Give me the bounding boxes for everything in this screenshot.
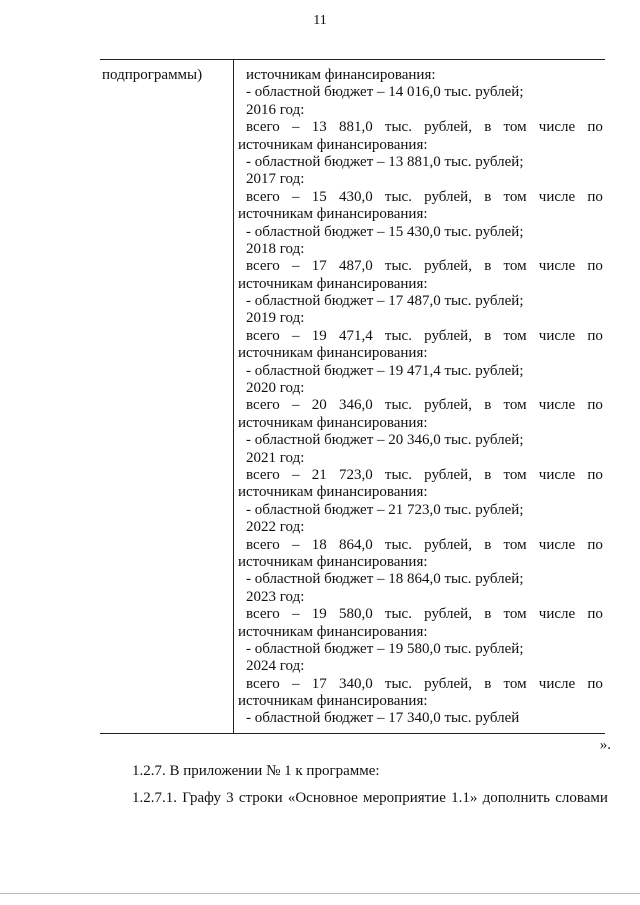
word: том [503, 675, 527, 692]
funding-total-line [238, 258, 603, 275]
funding-text-line: - областной бюджет – 13 881,0 тыс. рублей; [246, 153, 524, 170]
word: – [292, 397, 300, 414]
word: по [587, 536, 603, 553]
word: всего [246, 258, 280, 275]
word: тыс. [384, 466, 412, 483]
word: «Основное [287, 790, 358, 806]
word: 18 [311, 536, 327, 553]
word: рублей, [424, 258, 472, 275]
word: 21 [311, 466, 327, 483]
funding-total-line [238, 189, 603, 206]
word: тыс. [384, 675, 412, 692]
word: тыс. [384, 258, 412, 275]
funding-text-line: источникам финансирования: [238, 693, 428, 710]
word: в [484, 606, 492, 623]
word: рублей, [424, 466, 472, 483]
word: том [503, 466, 527, 483]
word: тыс. [384, 119, 412, 136]
word: 17 [311, 675, 327, 692]
funding-total-line [238, 467, 603, 484]
word: в [484, 327, 492, 344]
word: 430,0 [338, 188, 373, 205]
page-bottom-rule [0, 893, 640, 894]
word: – [292, 327, 300, 344]
funding-text-line: 2019 год: [246, 310, 305, 327]
funding-total-line [238, 537, 603, 554]
funding-text-line: 2016 год: [246, 101, 305, 118]
word: – [292, 258, 300, 275]
word: тыс. [384, 327, 412, 344]
funding-text-line: 2020 год: [246, 380, 305, 397]
word: – [292, 466, 300, 483]
word: в [484, 675, 492, 692]
word: по [587, 188, 603, 205]
funding-text-line: источникам финансирования: [238, 484, 428, 501]
funding-text-line: источникам финансирования: [238, 136, 428, 153]
word: 346,0 [338, 397, 373, 414]
word: числе [538, 327, 576, 344]
word: Графу [182, 790, 221, 806]
funding-text-line: источникам финансирования: [238, 275, 428, 292]
funding-text-line: 2022 год: [246, 519, 305, 536]
word: 580,0 [338, 606, 373, 623]
word: 13 [311, 119, 327, 136]
word: – [292, 188, 300, 205]
word: 471,4 [338, 327, 373, 344]
word: – [292, 119, 300, 136]
word: по [587, 466, 603, 483]
word: 15 [311, 188, 327, 205]
left-cell-text: подпрограммы) [102, 67, 203, 83]
word: по [587, 675, 603, 692]
word: числе [538, 258, 576, 275]
word: тыс. [384, 606, 412, 623]
word: числе [538, 536, 576, 553]
word: 19 [311, 606, 327, 623]
word: рублей, [424, 675, 472, 692]
word: словами [555, 790, 608, 806]
funding-text-line: - областной бюджет – 17 340,0 тыс. рублей [246, 710, 520, 727]
word: 864,0 [338, 536, 373, 553]
word: 340,0 [338, 675, 373, 692]
word: в [484, 397, 492, 414]
word: всего [246, 466, 280, 483]
funding-text-line: - областной бюджет – 18 864,0 тыс. рублей; [246, 571, 524, 588]
paragraph-1-2-7: 1.2.7. В приложении № 1 к программе: [132, 763, 380, 779]
page-number: 11 [313, 13, 327, 28]
word: 20 [311, 397, 327, 414]
word: рублей, [424, 397, 472, 414]
word: мероприятие [363, 790, 446, 806]
word: всего [246, 536, 280, 553]
word: числе [538, 466, 576, 483]
word: 723,0 [338, 466, 373, 483]
funding-table [100, 59, 605, 734]
word: числе [538, 606, 576, 623]
word: тыс. [384, 397, 412, 414]
word: том [503, 536, 527, 553]
word: 1.1» [451, 790, 478, 806]
word: дополнить [482, 790, 550, 806]
word: в [484, 188, 492, 205]
word: 487,0 [338, 258, 373, 275]
word: всего [246, 327, 280, 344]
funding-total-line [238, 397, 603, 414]
word: рублей, [424, 606, 472, 623]
word: том [503, 258, 527, 275]
word: в [484, 466, 492, 483]
funding-text-line: 2017 год: [246, 171, 305, 188]
word: тыс. [384, 188, 412, 205]
word: том [503, 188, 527, 205]
word: том [503, 119, 527, 136]
word: всего [246, 188, 280, 205]
word: числе [538, 675, 576, 692]
word: 1.2.7.1. [132, 790, 177, 806]
funding-total-line [238, 328, 603, 345]
funding-text-line: источникам финансирования: [238, 345, 428, 362]
funding-text-line: источникам финансирования: [238, 414, 428, 431]
funding-text-line: - областной бюджет – 20 346,0 тыс. рублей; [246, 432, 524, 449]
word: том [503, 327, 527, 344]
funding-text-line: - областной бюджет – 15 430,0 тыс. рублей; [246, 223, 524, 240]
word: – [292, 536, 300, 553]
word: том [503, 606, 527, 623]
word: 3 [226, 790, 234, 806]
funding-text-line: 2024 год: [246, 658, 305, 675]
funding-text-line: - областной бюджет – 21 723,0 тыс. рублей; [246, 501, 524, 518]
funding-text-line: - областной бюджет – 14 016,0 тыс. рублей; [246, 84, 524, 101]
word: 19 [311, 327, 327, 344]
word: всего [246, 397, 280, 414]
word: строки [238, 790, 283, 806]
word: – [292, 606, 300, 623]
word: числе [538, 188, 576, 205]
word: рублей, [424, 327, 472, 344]
word: всего [246, 675, 280, 692]
funding-total-line [238, 676, 603, 693]
word: по [587, 606, 603, 623]
word: в [484, 258, 492, 275]
paragraph-1-2-7-1 [132, 789, 608, 807]
funding-text-line: - областной бюджет – 19 471,4 тыс. рублей; [246, 362, 524, 379]
word: числе [538, 119, 576, 136]
funding-text-line: 2023 год: [246, 588, 305, 605]
word: 881,0 [338, 119, 373, 136]
word: – [292, 675, 300, 692]
funding-total-line [238, 119, 603, 136]
right-cell [238, 67, 603, 728]
word: 17 [311, 258, 327, 275]
word: рублей, [424, 188, 472, 205]
word: по [587, 397, 603, 414]
word: том [503, 397, 527, 414]
funding-text-line: - областной бюджет – 19 580,0 тыс. рублей; [246, 640, 524, 657]
word: всего [246, 119, 280, 136]
funding-text-line: источникам финансирования: [238, 623, 428, 640]
word: по [587, 327, 603, 344]
funding-text-line: источникам финансирования: [246, 67, 436, 83]
closing-quote: ». [599, 737, 611, 753]
funding-text-line: 2021 год: [246, 449, 305, 466]
word: в [484, 119, 492, 136]
word: числе [538, 397, 576, 414]
word: по [587, 258, 603, 275]
word: тыс. [384, 536, 412, 553]
funding-text-line: источникам финансирования: [238, 553, 428, 570]
funding-text-line: источникам финансирования: [238, 206, 428, 223]
column-divider [233, 60, 234, 733]
word: в [484, 536, 492, 553]
word: по [587, 119, 603, 136]
funding-text-line: 2018 год: [246, 240, 305, 257]
funding-total-line [238, 606, 603, 623]
word: рублей, [424, 119, 472, 136]
funding-text-line: - областной бюджет – 17 487,0 тыс. рублей; [246, 293, 524, 310]
word: рублей, [424, 536, 472, 553]
word: всего [246, 606, 280, 623]
